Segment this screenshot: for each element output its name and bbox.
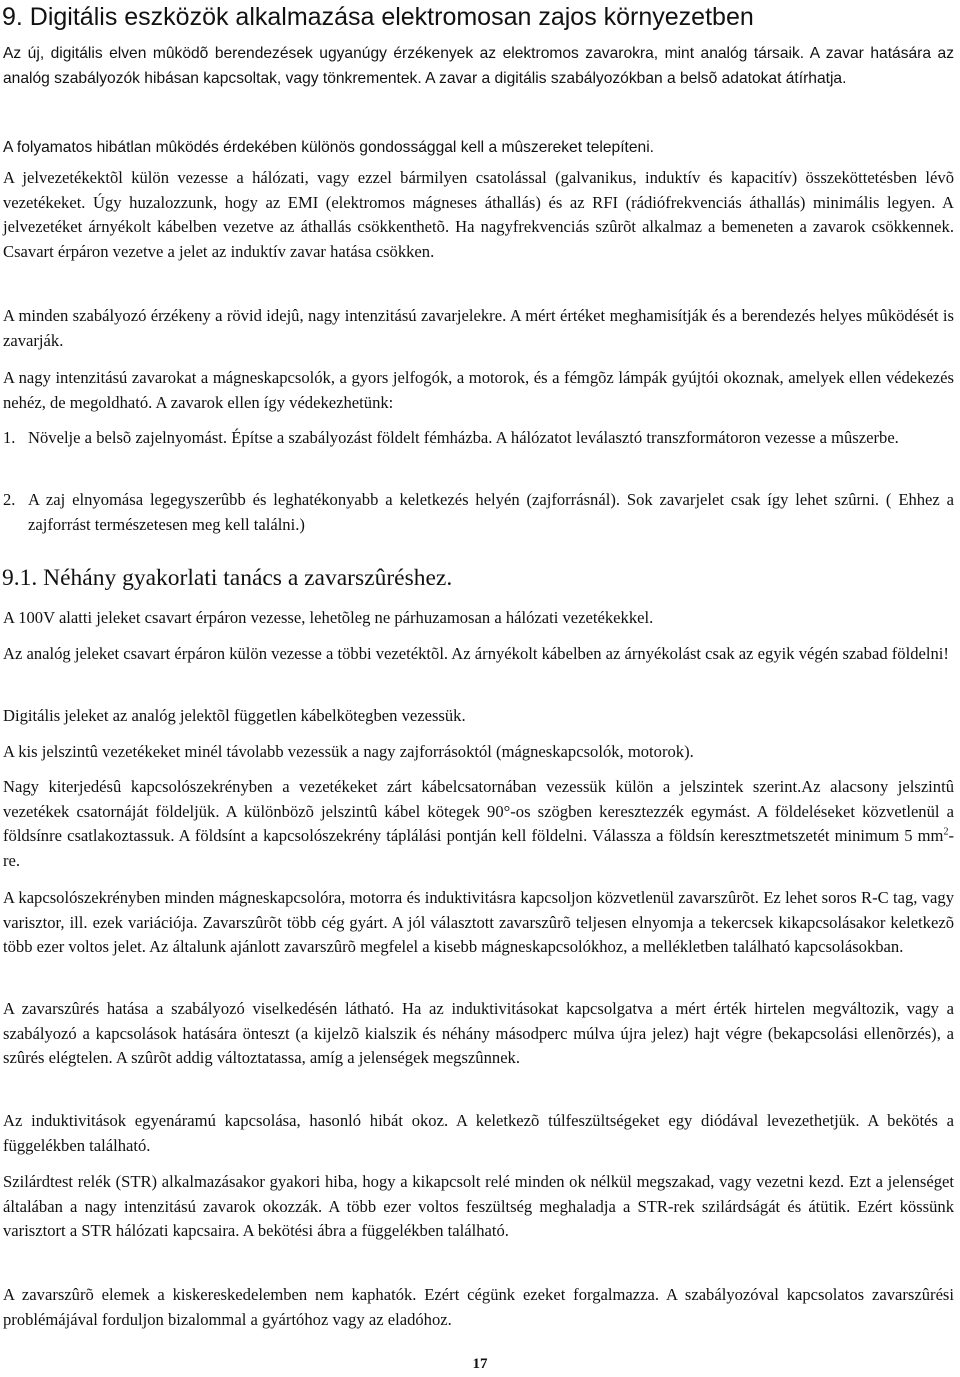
page-number: 17 (472, 1356, 488, 1372)
body-paragraph: Az induktivitások egyenáramú kapcsolása, hasonló hibát okoz. A keletkezõ túlfeszültségeket egy diódával levezethetjük. A bekötés a függelékben található. (3, 1111, 954, 1155)
tip-paragraph: A kis jelszintû vezetékeket minél távolabb vezessük a nagy zajforrásoktól (mágneskapcsolók, motorok). (3, 742, 694, 761)
list-item-text: A zaj elnyomása legegyszerûbb és leghatékonyabb a keletkezés helyén (zajforrásnál). Sok zavarjelet csak így lehet szûrni. ( Ehhez a zajforrást természetesen meg kell találni.) (28, 490, 954, 534)
body-paragraph: A zavarszûrés hatása a szabályozó viselkedésén látható. Ha az induktivitásokat kapcsolgatva a mért érték hirtelen megváltozik, vagy a szabályozó a kapcsolások hatására önteszt (a kijelzõ kialszik és néhány másodperc múlva újra jelez) hajt végre (bekapcsolási ellenõrzés), a szûrés elégtelen. A szûrõt addig változtatassa, amíg a jelenségek megszûnnek. (3, 999, 954, 1068)
grounding-paragraph (3, 775, 954, 873)
tip-paragraph: A 100V alatti jeleket csavart érpáron vezesse, lehetõleg ne párhuzamosan a hálózati vezetékekkel. (3, 608, 654, 627)
list-item-number: 2. (3, 490, 16, 509)
body-paragraph: A nagy intenzitású zavarokat a mágneskapcsolók, a gyors jelfogók, a motorok, és a fémgõz lámpák gyújtói okoznak, amelyek ellen védekezés nehéz, de megoldható. A zavarok ellen így védekezhetünk: (3, 368, 954, 412)
grounding-text: Nagy kiterjedésû kapcsolószekrényben a vezetékeket zárt kábelcsatornában vezessük külön a jelszintek szerint.Az alacsony jelszintû vezetékek csatornáját földeljük. A különbözõ jelszintû kábel kötegek 90°-os szögben keresztezzék egymást. A földeléseket közvetlenül a földsínre csatlakoztassuk. A földsínt a kapcsolószekrény táplálási pontján kell földelni. Válassza a földsín keresztmetszetét minimum 5 mm (3, 777, 954, 846)
intro-paragraph: Az új, digitális elven mûködõ berendezések ugyanúgy érzékenyek az elektromos zavarokra, mint analóg társaik. A zavar hatására az analóg szabályozók hibásan kapcsoltak, vagy tönkrementek. A zavar a digitális szabályozókban a belsõ adatokat átírhatja. (3, 45, 954, 87)
body-paragraph: A zavarszûrõ elemek a kiskereskedelemben nem kaphatók. Ezért cégünk ezeket forgalmazza. A szabályozóval kapcsolatos zavarszûrési problémájával forduljon bizalommal a gyártóhoz vagy az eladóhoz. (3, 1285, 954, 1329)
superscript: 2 (943, 826, 949, 838)
tip-paragraph: Az analóg jeleket csavart érpáron külön vezesse a többi vezetéktõl. Az árnyékolt kábelben az árnyékolást csak az egyik végén szabad földelni! (3, 644, 949, 663)
list-item-number: 1. (3, 428, 16, 447)
list-item (3, 426, 954, 451)
list-item (3, 488, 954, 537)
body-paragraph: A jelvezetékektõl külön vezesse a hálózati, vagy ezzel bármilyen csatolással (galvanikus, induktív és kapacitív) összeköttetésben lévõ vezetékeket. Úgy huzalozzunk, hogy az EMI (elektromos mágneses áthallás) és az RFI (rádiófrekvenciás áthallás) minimális legyen. A jelvezetéket árnyékolt kábelben vezetve az áthallás csökkenthetõ. Ha nagyfrekvenciás szûrõt alkalmaz a bemeneten a zavarok csökkennek. Csavart érpáron vezetve a jelet az induktív zavar hatása csökken. (3, 168, 954, 261)
section-heading: 9.1. Néhány gyakorlati tanács a zavarszûréshez. (2, 565, 453, 591)
tip-paragraph: Digitális jeleket az analóg jelektõl független kábelkötegben vezessük. (3, 706, 466, 725)
body-paragraph: A kapcsolószekrényben minden mágneskapcsolóra, motorra és induktivitásra kapcsoljon közvetlenül zavarszûrõt. Ez lehet soros R-C tag, vagy varisztor, ill. ezek variációja. Zavarszûrõt több cég gyárt. A jól választott zavarszûrõ teljesen elnyomja a tekercsek kikapcsolásakor keletkezõ több ezer voltos jelet. Az általunk ajánlott zavarszûrõ megfelel a kisebb mágneskapcsolókhoz, a mellékletben található kapcsolásokban. (3, 888, 954, 957)
body-paragraph: A minden szabályozó érzékeny a rövid idejû, nagy intenzitású zavarjelekre. A mért értéket meghamisítják és a berendezés helyes mûködését is zavarják. (3, 306, 954, 350)
list-item-text: Növelje a belsõ zajelnyomást. Építse a szabályozást földelt fémházba. A hálózatot leválasztó transzformátoron vezesse a mûszerbe. (28, 428, 899, 447)
chapter-heading: 9. Digitális eszközök alkalmazása elektromosan zajos környezetben (2, 3, 754, 31)
grounding-tail: -re. (3, 826, 954, 870)
intro-paragraph: A folyamatos hibátlan mûködés érdekében különös gondossággal kell a mûszereket telepíteni. (3, 139, 655, 156)
body-paragraph: Szilárdtest relék (STR) alkalmazásakor gyakori hiba, hogy a kikapcsolt relé minden ok nélkül megszakad, vagy vezetni kezd. Ezt a jelenséget általában a nagy intenzitású zavarok okozzák. A több ezer voltos feszültség meghaladja a STR-rek szilárdságát és átütik. Ezért kössünk varisztort a STR hálózati kapcsaira. A bekötési ábra a függelékben található. (3, 1172, 954, 1241)
